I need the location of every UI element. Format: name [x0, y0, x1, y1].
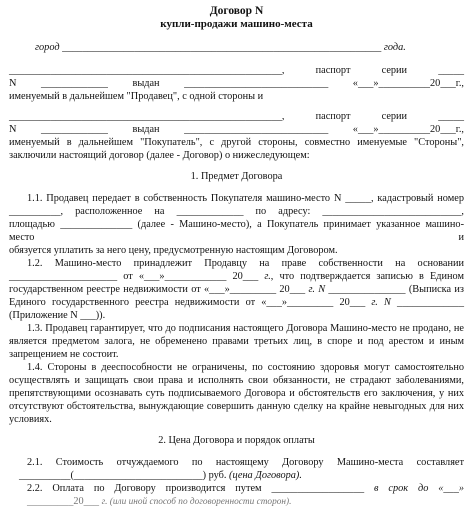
document-title: Договор N: [209, 5, 264, 17]
seller-role-line: именуемый в дальнейшем "Продавец", с одной стороны и: [9, 91, 264, 102]
section1-heading: 1. Предмет Договора: [190, 171, 283, 182]
agreement-intro-line: заключили настоящий договор (далее - Договор) о нижеследующем:: [9, 150, 310, 161]
clause-1-2-line3-b: г. N: [308, 284, 326, 295]
clause-1-4-line4: отсутствуют обстоятельства, вынуждающие совершить данную сделку на крайне невыгодных для них: [9, 401, 464, 412]
clause-1-2-line1: 1.2. Машино-место принадлежит Продавцу на праве собственности на основании: [27, 258, 464, 269]
clause-1-2-line4: [9, 296, 464, 309]
clause-2-2-line2-b: г. (или иной способ по договоренности сторон).: [101, 497, 292, 507]
clause-1-2-line3: [9, 283, 464, 296]
clause-1-1-line2: __________, расположенное на _____________ по адресу: ___________________________,: [9, 206, 464, 217]
clause-1-2-line4-a: Единого государственного реестра недвижимости от «___»_________ 20___: [9, 297, 372, 308]
clause-1-1-line3: площадью ______________ (далее - Машино-место), а Покупатель принимает указанное машино-место и: [9, 219, 464, 243]
clause-1-2-line2: [9, 270, 464, 283]
section1-body: [9, 192, 464, 426]
clause-1-3-line3: запрещением не состоит.: [9, 349, 119, 360]
clause-2-1-line2-a: __________(_________________________) руб.: [19, 470, 230, 481]
parties-block: [9, 64, 464, 162]
clause-1-1-line1: 1.1. Продавец передает в собственность Покупателя машино-место N _____, кадастровый номер: [27, 193, 464, 204]
document-subtitle: купли-продажи машино-места: [160, 18, 313, 30]
clause-2-2-line1: [9, 482, 464, 495]
seller-name-line: _____________________________________________________, паспорт серии _____: [9, 65, 464, 76]
clause-1-2-line5: (Приложение N ___)).: [9, 310, 106, 321]
clause-2-2-line2-a: _________20___: [27, 496, 102, 507]
clause-1-4-line1: 1.4. Стороны в дееспособности не ограничены, по состоянию здоровья могут самостоятельно: [27, 362, 464, 373]
buyer-name-line: _____________________________________________________, паспорт серии _____: [9, 111, 464, 122]
buyer-passport-line: N _____________ выдан ____________________________ «___»__________20___г.,: [9, 124, 464, 135]
clause-1-1-line4: обязуется уплатить за него цену, предусмотренную настоящим Договором.: [9, 245, 338, 256]
clause-1-4-line5: условиях.: [9, 414, 52, 425]
seller-passport-line: N _____________ выдан ____________________________ «___»__________20___г.,: [9, 78, 464, 89]
clause-1-2-line4-b: г. N: [371, 297, 391, 308]
clause-2-1-line2: [9, 469, 464, 482]
section2-body: [9, 456, 464, 509]
clause-2-1-line2-b: (цена Договора).: [229, 470, 302, 481]
clause-2-2-line2: [9, 495, 464, 509]
section2-heading: 2. Цена Договора и порядок оплаты: [158, 435, 315, 446]
buyer-role-line: именуемый в дальнейшем "Покупатель", с другой стороны, совместно именуемые "Стороны",: [9, 137, 464, 148]
clause-2-2-line1-a: 2.2. Оплата по Договору производится путем __________________: [27, 483, 375, 494]
clause-1-2-line3-a: государственном реестре недвижимости от «___»_________ 20___: [9, 284, 309, 295]
clause-1-4-line3: препятствующими осознавать суть подписываемого Договора и обстоятельств его заключения, у них: [9, 388, 464, 399]
city-date-line: город ______________________________________________________________ года.: [35, 42, 406, 53]
clause-1-3-line2: является предметом залога, не обременено правами третьих лиц, в споре и под арестом и иным: [9, 336, 464, 347]
clause-2-2-line1-b: в срок до «___»: [374, 483, 464, 494]
clause-1-2-line4-c: _____________: [390, 297, 464, 308]
clause-1-2-line3-c: _______________ (Выписка из: [325, 284, 464, 295]
clause-1-2-line2-b: г.: [264, 271, 271, 282]
clause-1-4-line2: осуществлять и защищать свои права и исполнять свои обязанности, не страдают заболеваниями,: [9, 375, 464, 386]
clause-2-1-line1: 2.1. Стоимость отчуждаемого по настоящему Договору Машино-места составляет: [27, 457, 464, 468]
clause-1-3-line1: 1.3. Продавец гарантирует, что до подписания настоящего Договора Машино-место не продано, не: [27, 323, 464, 334]
clause-1-2-line2-a: _____________________ от «___»____________ 20___: [9, 271, 265, 282]
clause-1-2-line2-c: , что подтверждается записью в Едином: [270, 271, 464, 282]
